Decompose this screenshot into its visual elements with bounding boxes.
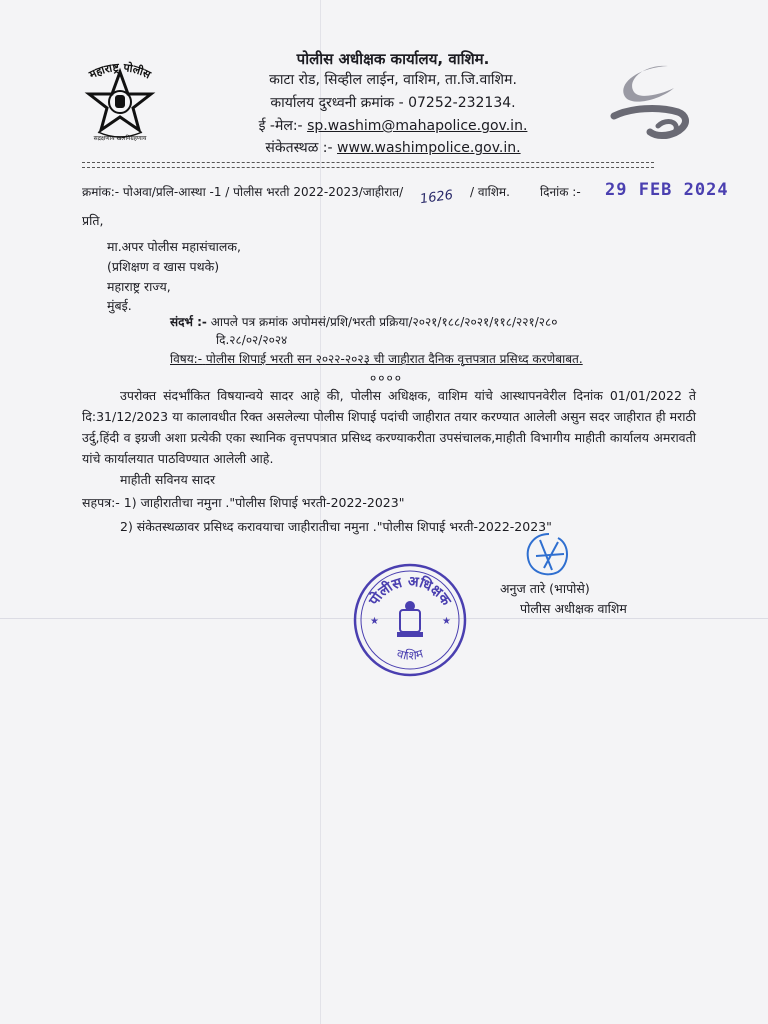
body-paragraph: उपरोक्त संदर्भांकित विषयान्वये सादर आहे की, पोलीस अधिक्षक, वाशिम यांचे आस्थापनवेरील दिनांक 01/01/2022 ते दि:31/12/2023 या कालावधीत रिक्त असलेल्या पोलीस शिपाई पदांची जाहीरात तयार करण्यात आलेली असुन सदर जाहीरात ही मराठी उर्दु,हिंदी व इग्रजी अशा प्रत्येकी एका स्थानिक वृत्तपपत्रात प्रसिध्द करण्याकरीता उपसंचालक,माहीती विभागीय माहीती कार्यालय अमरावती यांचे कार्यालयात पाठविण्यात आलेली आहे. [82, 388, 696, 466]
website-label: संकेतस्थळ :- [265, 140, 333, 156]
date-stamp: 29 FEB 2024 [605, 180, 729, 200]
sandarbha-label: संदर्भ :- [170, 315, 207, 329]
body-closing: माहीती सविनय सादर [120, 472, 216, 487]
enclosure-label: सहपत्र:- [82, 495, 120, 510]
recipient-line-1: मा.अपर पोलीस महासंचालक, [107, 239, 241, 254]
subject [170, 350, 583, 367]
handwritten-outward-number: 1626 [419, 187, 454, 208]
office-phone: कार्यालय दुरध्वनी क्रमांक - 07252-232134. [270, 95, 516, 111]
svg-text:सद्रक्षणाय खलनिग्रहणाय: सद्रक्षणाय खलनिग्रहणाय [93, 135, 147, 142]
email-link[interactable]: sp.washim@mahapolice.gov.in. [307, 118, 528, 134]
enclosure-item-1: 1) जाहीरातीचा नमुना ."पोलीस शिपाई भरती-2022-2023" [123, 495, 405, 510]
svg-text:★: ★ [442, 616, 451, 627]
reference-place: / वाशिम. [470, 185, 510, 199]
office-address: काटा रोड, सिव्हील लाईन, वाशिम, ता.जि.वाशिम. [269, 72, 517, 88]
sandarbha-text: आपले पत्र क्रमांक अपोमसं/प्रशि/भरती प्रक्रिया/२०२१/१८८/२०२१/११८/२२१/२८० [210, 315, 558, 329]
enclosure-item-2: 2) संकेतस्थळावर प्रसिध्द करावयाचा जाहीरातीचा नमुना ."पोलीस शिपाई भरती-2022-2023" [120, 519, 552, 534]
office-website [228, 138, 558, 157]
divider-top [82, 162, 654, 163]
svg-text:★: ★ [370, 616, 379, 627]
office-email [228, 116, 558, 135]
svg-text:महाराष्ट्र पोलीस: महाराष्ट्र पोलीस [87, 60, 153, 82]
svg-text:पोलीस अधिक्षक: पोलीस अधिक्षक [366, 573, 454, 609]
sandarbha-date: दि.२८/०२/२०२४ [216, 333, 288, 347]
signatory-name: अनुज तारे (भापोसे) [500, 581, 590, 596]
signatory-designation: पोलीस अधीक्षक वाशिम [520, 601, 627, 616]
sandarbha [170, 313, 557, 330]
date-label: दिनांक :- [540, 185, 581, 199]
official-seal [350, 560, 470, 680]
recipient-prati: प्रति, [82, 213, 104, 228]
email-label: ई -मेल:- [258, 118, 303, 134]
reference-number: क्रमांक:- पोअवा/प्रलि-आस्था -1 / पोलीस भरती 2022-2023/जाहीरात/ [82, 185, 404, 199]
police-emblem [64, 58, 176, 142]
office-name: पोलीस अधीक्षक कार्यालय, वाशिम. [296, 50, 490, 68]
subject-label: विषय:- [170, 352, 203, 366]
separator: ०००० [370, 371, 403, 385]
subject-text: पोलीस शिपाई भरती सन २०२२-२०२३ ची जाहीरात दैनिक वृत्तपत्रात प्रसिध्द करणेबाबत. [205, 352, 583, 366]
enclosure-line-1 [82, 494, 404, 511]
signature-scribble [522, 530, 576, 582]
recipient-line-4: मुंबई. [107, 298, 132, 313]
swirl-logo [604, 58, 696, 150]
website-link[interactable]: www.washimpolice.gov.in. [337, 140, 521, 156]
recipient-line-2: (प्रशिक्षण व खास पथके) [107, 259, 220, 274]
recipient-line-3: महाराष्ट्र राज्य, [107, 279, 171, 294]
svg-text:वाशिम: वाशिम [395, 646, 425, 663]
divider-top-2 [82, 167, 654, 168]
